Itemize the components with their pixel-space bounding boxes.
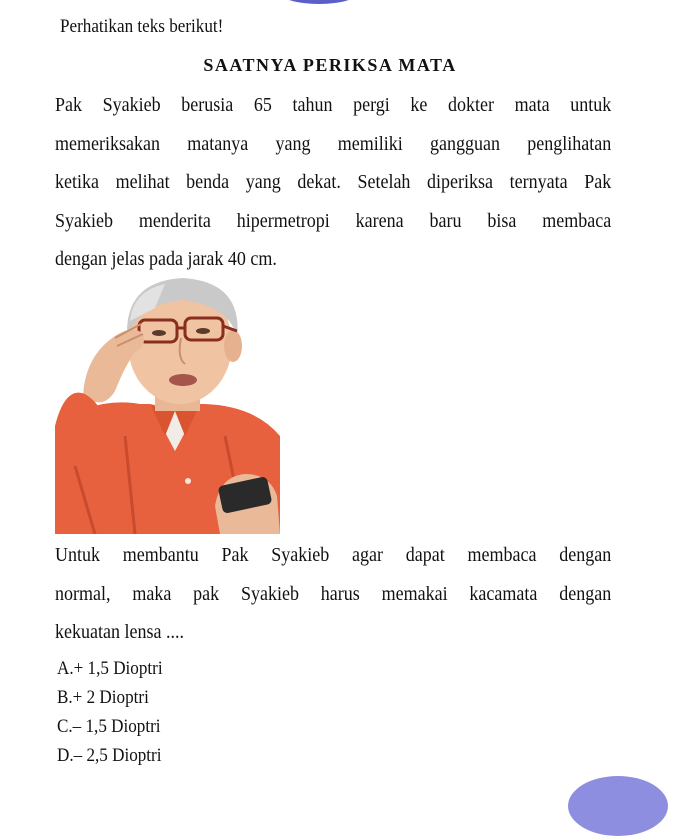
option-d[interactable]: D.– 2,5 Dioptri (57, 745, 162, 766)
story-line: ketika melihat benda yang dekat. Setelah diperiksa ternyata Pak (55, 171, 612, 193)
question-line: normal, maka pak Syakieb harus memakai kacamata dengan (55, 582, 612, 605)
old-man-photo (55, 276, 280, 534)
answer-options (57, 654, 174, 770)
decorative-blob-top (278, 0, 360, 4)
article-title: SAATNYA PERIKSA MATA (203, 55, 457, 75)
story-line: Pak Syakieb berusia 65 tahun pergi ke dokter mata untuk (55, 94, 612, 116)
option-a[interactable]: A.+ 1,5 Dioptri (57, 658, 163, 679)
question-line: Untuk membantu Pak Syakieb agar dapat membaca dengan (55, 544, 612, 566)
option-c[interactable]: C.– 1,5 Dioptri (57, 716, 161, 737)
story-line: dengan jelas pada jarak 40 cm. (55, 248, 277, 270)
story-line: Syakieb menderita hipermetropi karena baru bisa membaca (55, 209, 612, 232)
question-line: kekuatan lensa .... (55, 621, 184, 643)
old-man-illustration (55, 276, 280, 534)
decorative-blob-bottom (568, 776, 668, 836)
intro-instruction: Perhatikan teks berikut! (60, 16, 224, 37)
option-b[interactable]: B.+ 2 Dioptri (57, 687, 149, 708)
question-paragraph (55, 536, 611, 652)
story-paragraph (55, 86, 611, 279)
story-line: memeriksakan matanya yang memiliki gangguan penglihatan (55, 132, 612, 155)
